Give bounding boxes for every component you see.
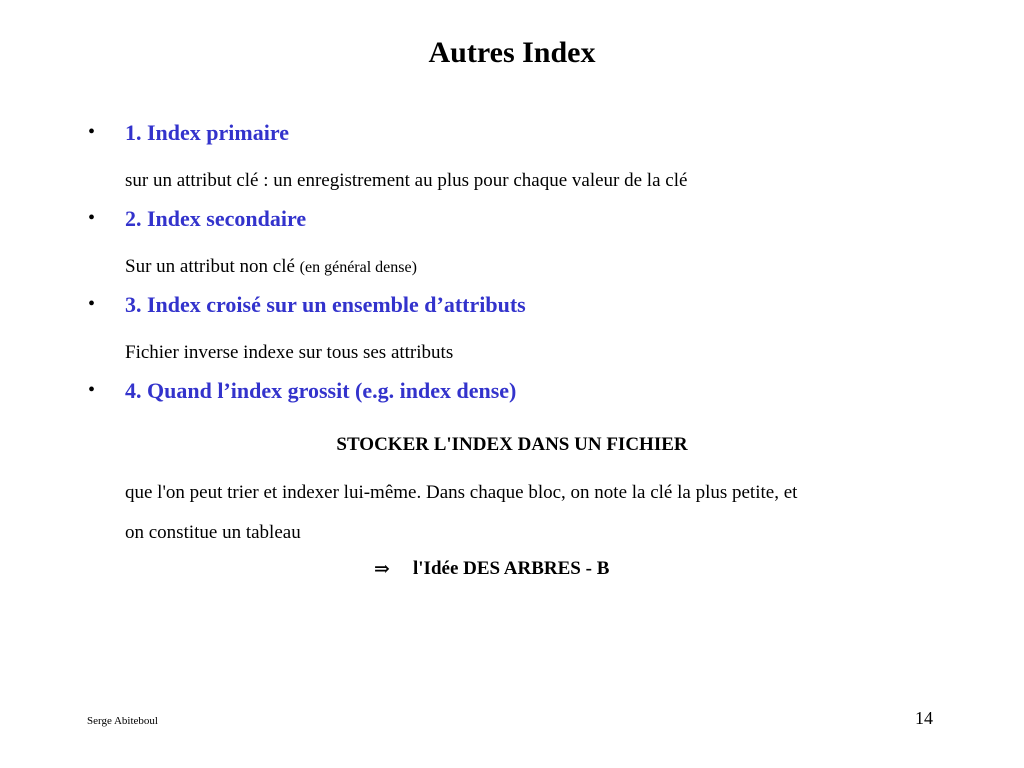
item-2-note: (en général dense) [299,259,417,276]
conclusion-text: l'Idée DES ARBRES - B [413,558,610,579]
slide-title: Autres Index [428,36,596,69]
bullet-icon: • [88,379,96,401]
bullet-icon: • [88,293,96,315]
implies-icon: ⇒ [374,559,390,580]
item-2-text-main: Sur un attribut non clé [125,256,295,277]
item-4-heading: 4. Quand l’index grossit (e.g. index dense) [125,378,517,403]
page-number: 14 [915,708,933,728]
item-1-text: sur un attribut clé : un enregistrement au plus pour chaque valeur de la clé [125,170,688,191]
bullet-icon: • [88,121,96,143]
emphasis-line: STOCKER L'INDEX DANS UN FICHIER [336,434,688,455]
paragraph-line-1: que l'on peut trier et indexer lui-même. Dans chaque bloc, on note la clé la plus petite, et [125,482,798,503]
paragraph-line-2: on constitue un tableau [125,522,301,543]
item-3-text: Fichier inverse indexe sur tous ses attributs [125,342,454,363]
item-1-heading: 1. Index primaire [125,120,289,145]
bullet-icon: • [88,207,96,229]
footer-author: Serge Abiteboul [87,715,158,727]
item-2-heading: 2. Index secondaire [125,206,307,231]
item-3-heading: 3. Index croisé sur un ensemble d’attributs [125,292,526,317]
item-2-text [125,256,417,278]
